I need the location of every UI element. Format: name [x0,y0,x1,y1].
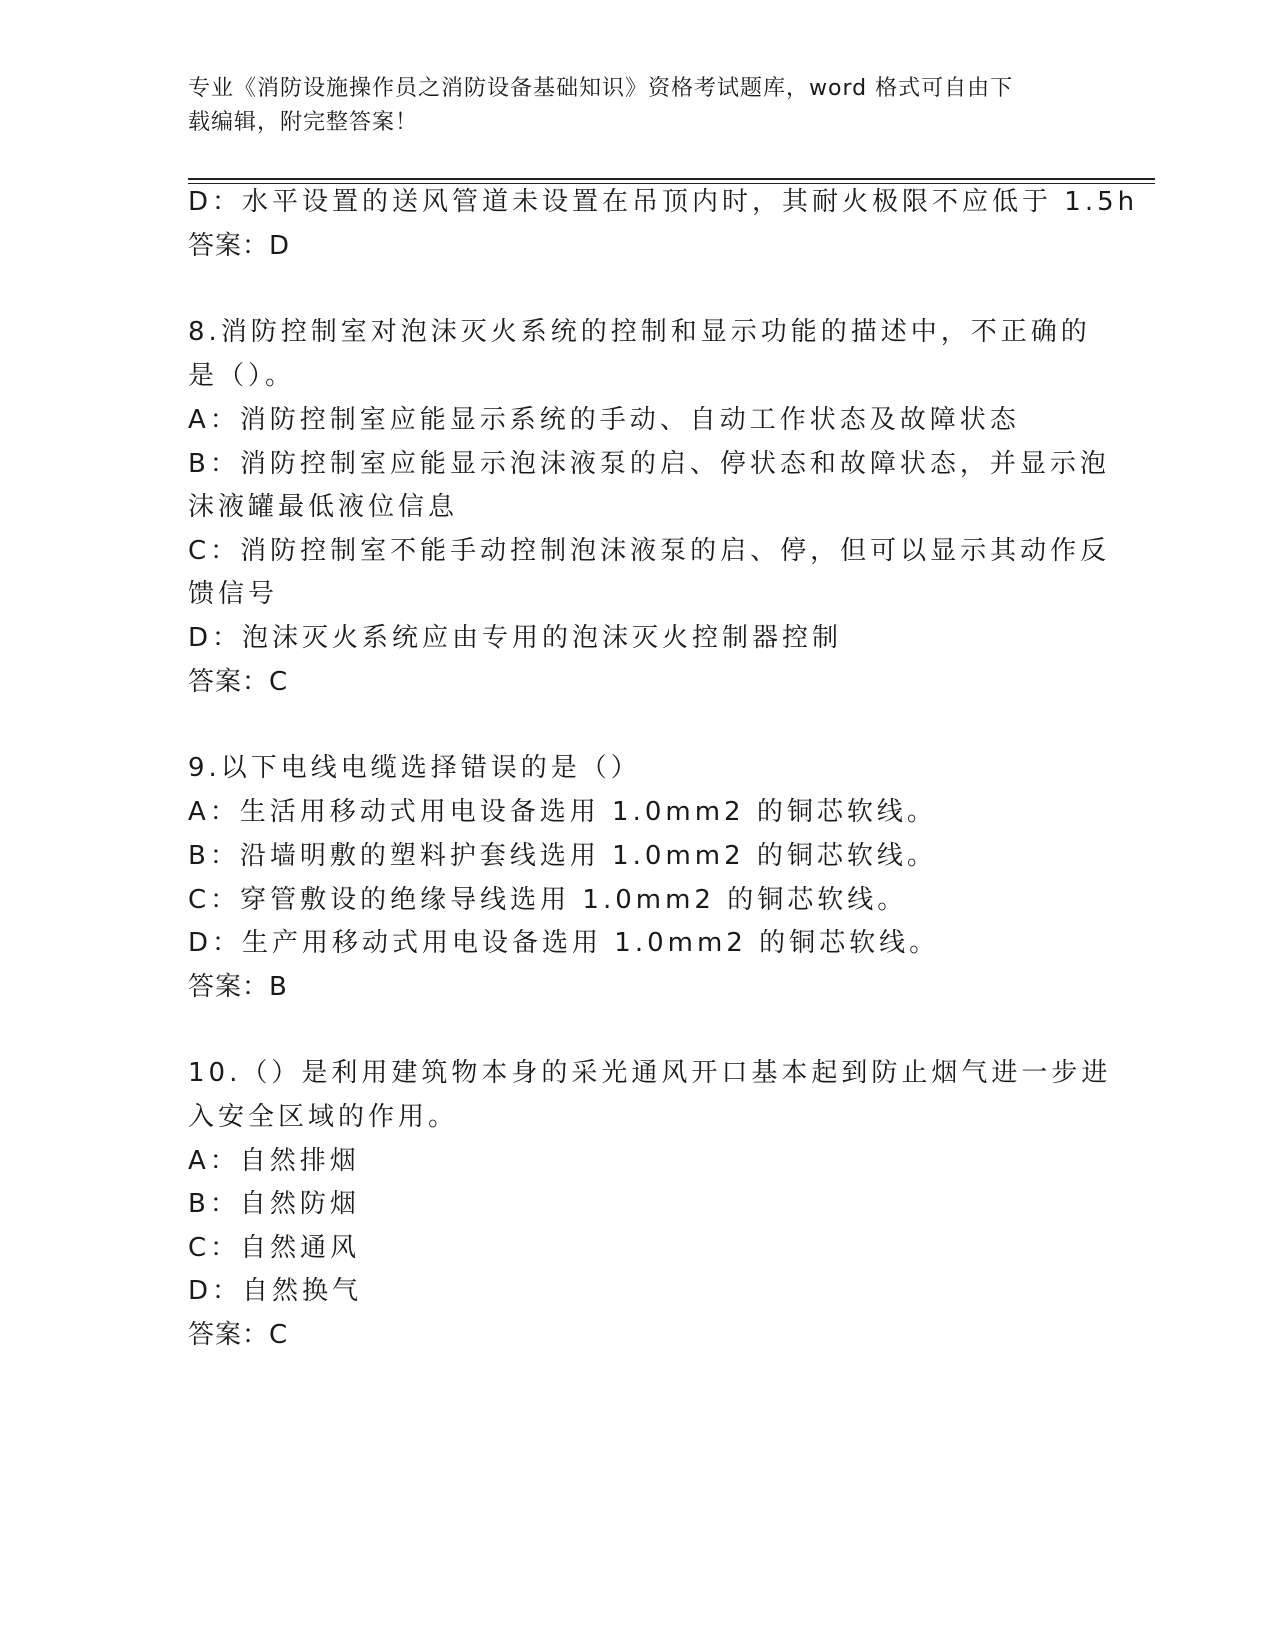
q10-option-b: B：自然防烟 [188,1189,360,1219]
q8-option-b-line-2: 沫液罐最低液位信息 [188,492,459,522]
header-divider-thick [188,178,1155,180]
prev-question-option-d: D：水平设置的送风管道未设置在吊顶内时，其耐火极限不应低于 1.5h [188,187,1139,217]
q8-option-b-line-1: B：消防控制室应能显示泡沫液泵的启、停状态和故障状态，并显示泡 [188,449,1110,479]
q10-option-c: C：自然通风 [188,1233,361,1263]
q8-stem-line-1: 8.消防控制室对泡沫灭火系统的控制和显示功能的描述中，不正确的 [188,317,1091,347]
header-line-1: 专业《消防设施操作员之消防设备基础知识》资格考试题库，word 格式可自由下 [188,76,1014,101]
q8-option-c-line-1: C：消防控制室不能手动控制泡沫液泵的启、停，但可以显示其动作反 [188,536,1111,566]
prev-question-answer: 答案：D [188,231,291,261]
q9-option-b: B：沿墙明敷的塑料护套线选用 1.0mm2 的铜芯软线。 [188,841,937,871]
q9-stem: 9.以下电线电缆选择错误的是（） [188,753,641,783]
q8-stem-line-2: 是（）。 [188,361,296,391]
q8-option-c-line-2: 馈信号 [188,579,279,609]
q9-option-d: D：生产用移动式用电设备选用 1.0mm2 的铜芯软线。 [188,928,940,958]
q10-stem-line-2: 入安全区域的作用。 [188,1102,459,1132]
q8-answer: 答案：C [188,667,289,697]
q9-option-a: A：生活用移动式用电设备选用 1.0mm2 的铜芯软线。 [188,797,937,827]
header-line-2: 载编辑，附完整答案！ [188,110,419,135]
q10-answer: 答案：C [188,1320,289,1350]
q10-stem-line-1: 10.（）是利用建筑物本身的采光通风开口基本起到防止烟气进一步进 [188,1058,1112,1088]
q9-option-c: C：穿管敷设的绝缘导线选用 1.0mm2 的铜芯软线。 [188,885,908,915]
q10-option-d: D：自然换气 [188,1276,363,1306]
q8-option-a: A：消防控制室应能显示系统的手动、自动工作状态及故障状态 [188,405,1020,435]
q8-option-d: D：泡沫灭火系统应由专用的泡沫灭火控制器控制 [188,623,843,653]
document-header [188,72,1068,140]
q10-option-a: A：自然排烟 [188,1146,360,1176]
q9-answer: 答案：B [188,972,288,1002]
